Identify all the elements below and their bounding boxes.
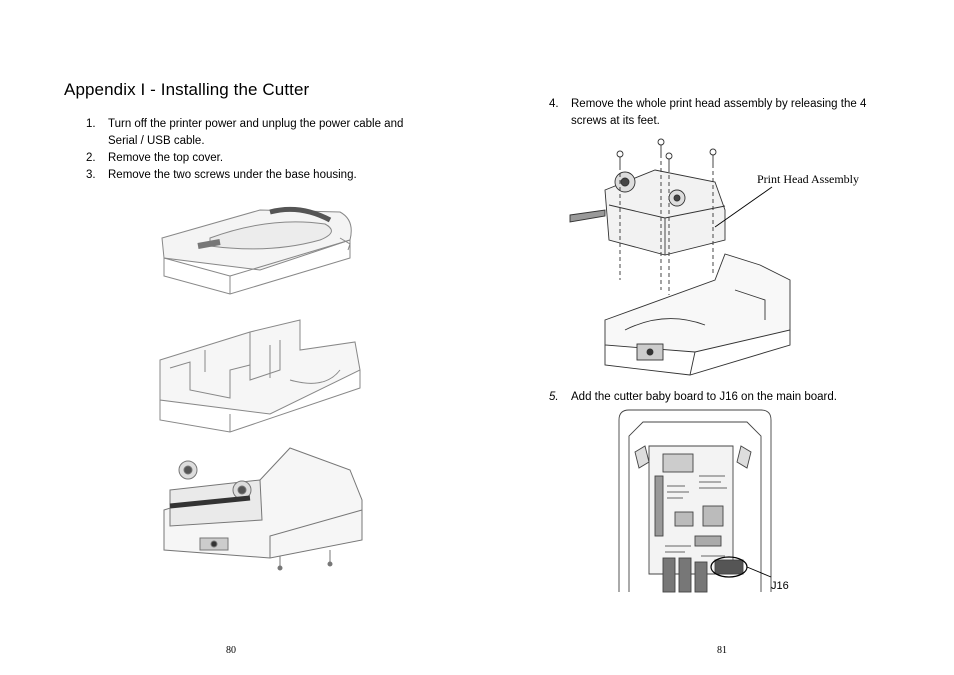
step-text-line: screws at its feet. — [571, 115, 660, 127]
step-text-line: Remove the two screws under the base housing. — [108, 169, 357, 181]
step-text-line: Remove the top cover. — [108, 152, 224, 164]
screws — [617, 139, 716, 168]
step-text-line: Serial / USB cable. — [108, 135, 205, 147]
step-number: 4. — [549, 98, 559, 110]
step-text-line: Remove the whole print head assembly by releasing the 4 — [571, 98, 867, 110]
j16-label: J16 — [771, 580, 789, 592]
page-number: 80 — [226, 645, 236, 656]
j16-callout-line — [745, 565, 775, 581]
step-text-line: Add the cutter baby board to J16 on the main board. — [571, 391, 837, 403]
step-number: 3. — [86, 169, 96, 181]
page-number: 81 — [717, 645, 727, 656]
page-heading: Appendix I - Installing the Cutter — [64, 80, 310, 99]
step-number: 5. — [549, 391, 559, 403]
step-number: 1. — [86, 118, 96, 130]
print-head-assembly-illustration — [565, 130, 800, 375]
top-cover-illustration — [150, 198, 365, 298]
base-housing-illustration — [150, 310, 365, 435]
printer-mechanism-illustration — [150, 440, 370, 570]
step-text-line: Turn off the printer power and unplug the power cable and — [108, 118, 404, 130]
right-page — [477, 0, 954, 675]
step-number: 2. — [86, 152, 96, 164]
print-head-assembly-label: Print Head Assembly — [757, 172, 859, 186]
print-head-callout-line — [707, 185, 787, 235]
